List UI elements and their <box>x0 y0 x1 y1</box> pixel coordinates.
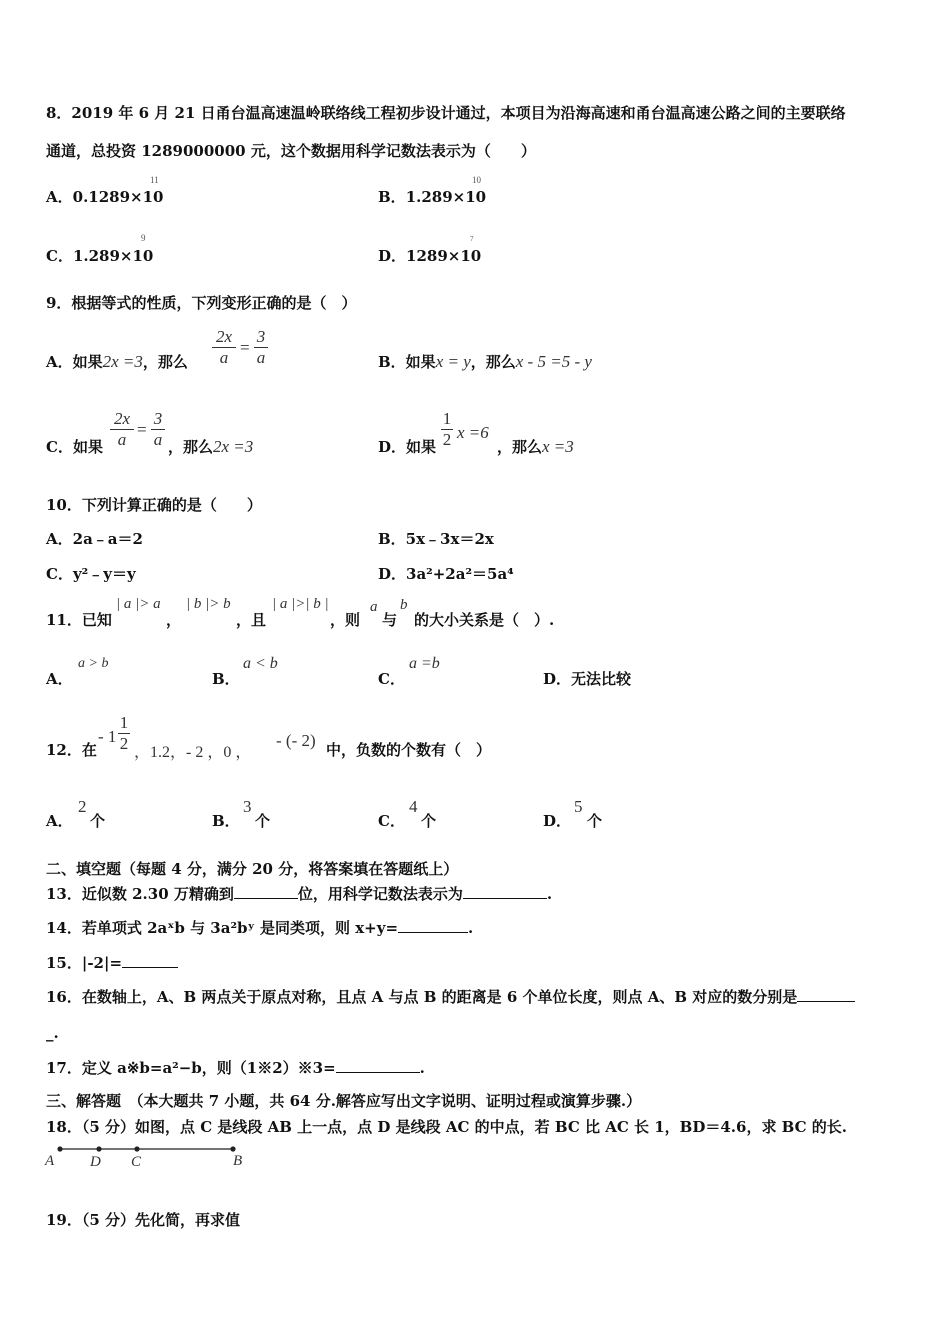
q9-option-c[interactable]: C．如果 <box>46 438 103 456</box>
q12-mixed-fraction: 1 2 <box>119 713 129 753</box>
point-b-dot <box>230 1146 235 1151</box>
q9-option-b[interactable]: B．如果x = y，那么x - 5 =5 - y <box>378 352 592 371</box>
q9-d-conclusion: ，那么x =3 <box>497 437 574 456</box>
q18-stem: 18．（5 分）如图，点 C 是线段 AB 上一点，点 D 是线段 AC 的中点，若 BC 比 AC 长 1，BD＝4.6，求 BC 的长. <box>46 1118 848 1136</box>
q12-mixed-whole: - 1 <box>98 727 117 746</box>
q8-option-a[interactable]: A．0.1289×10 <box>46 188 164 206</box>
q18-segment-figure <box>40 1140 250 1174</box>
q10-option-d[interactable]: D．3a²+2a²＝5a⁴ <box>378 565 514 583</box>
q11-stem-suffix: 的大小关系是（ ）. <box>414 611 555 629</box>
q17: 17．定义 a※b=a²−b，则（1※2）※3= . <box>46 1059 425 1077</box>
q11-sep-1: ， <box>166 611 182 629</box>
q9-d-fraction: 1 2 <box>442 409 452 449</box>
q9-c-fraction-right: 3 a <box>151 410 165 449</box>
q9-a-fraction-right: 3 a <box>254 328 268 367</box>
q11-and: 与 <box>382 611 398 629</box>
q12-option-a-number: 2 <box>78 797 87 816</box>
q12-option-d[interactable]: D． <box>543 812 572 830</box>
q14: 14．若单项式 2aˣb 与 3a²bʸ 是同类项，则 x+y= . <box>46 919 474 937</box>
q12-option-b[interactable]: B． <box>212 812 240 830</box>
q9-stem: 9．根据等式的性质，下列变形正确的是（ ） <box>46 294 357 312</box>
q9-a-equals: = <box>240 338 250 357</box>
q8-option-c[interactable]: C．1.289×10 <box>46 247 154 265</box>
q12-option-a[interactable]: A． <box>46 812 73 830</box>
section-fill-in-heading: 二、填空题（每题 4 分，满分 20 分，将答案填在答题纸上） <box>46 860 459 878</box>
q11-option-b[interactable]: B． <box>212 670 240 688</box>
q11-expr-3: | a |>| b | <box>272 596 329 612</box>
section-answer-heading: 三、解答题 （本大题共 7 小题，共 64 分.解答应写出文字说明、证明过程或演算步骤.） <box>46 1092 642 1110</box>
q8-stem-line1: 8．2019 年 6 月 21 日甬台温高速温岭联络线工程初步设计通过，本项目为沿海高速和甬台温高速公路之间的主要联络 <box>46 104 846 122</box>
q10-option-c[interactable]: C．y²﹣y＝y <box>46 565 136 583</box>
q11-option-c[interactable]: C． <box>378 670 405 688</box>
q8-option-a-exponent: 11 <box>150 175 159 185</box>
q8-stem-line2: 通道，总投资 1289000000 元，这个数据用科学记数法表示为（ ） <box>46 142 536 160</box>
q11-expr-2: | b |> b <box>186 596 231 612</box>
q12-option-b-number: 3 <box>243 797 252 816</box>
q11-option-c-expr: a =b <box>409 655 440 672</box>
point-d-label: D <box>90 1154 101 1170</box>
q11-option-a[interactable]: A． <box>46 670 73 688</box>
q11-var-b: b <box>400 597 408 613</box>
point-a-label: A <box>45 1153 55 1169</box>
q8-option-d[interactable]: D．1289×10 <box>378 247 482 265</box>
q9-c-fraction-left: 2x a <box>110 410 134 449</box>
q13: 13．近似数 2.30 万精确到 位，用科学记数法表示为 . <box>46 885 553 903</box>
q13-blank-1[interactable] <box>234 884 298 899</box>
q8-option-b-exponent: 10 <box>472 175 481 185</box>
q10-option-a[interactable]: A．2a﹣a＝2 <box>46 530 143 548</box>
point-c-label: C <box>131 1154 142 1170</box>
q12-option-d-number: 5 <box>574 797 583 816</box>
q10-option-b[interactable]: B．5x﹣3x＝2x <box>378 530 494 548</box>
q11-sep-3: ，则 <box>330 611 361 629</box>
q12-number-list: ，1.2，- 2 ，0 ， <box>134 744 252 761</box>
q17-blank[interactable] <box>336 1058 420 1073</box>
q11-stem-prefix: 11．已知 <box>46 611 112 629</box>
q10-stem: 10．下列计算正确的是（ ） <box>46 496 262 514</box>
q12-option-a-unit: 个 <box>90 812 106 830</box>
q15-blank[interactable] <box>122 953 178 968</box>
q12-option-b-unit: 个 <box>255 812 271 830</box>
q9-c-conclusion: ，那么2x =3 <box>168 437 254 456</box>
q11-option-b-expr: a < b <box>243 655 278 672</box>
q13-blank-2[interactable] <box>463 884 547 899</box>
q11-expr-1: | a |> a <box>116 596 161 612</box>
q12-last-number: - (- 2) <box>276 731 316 750</box>
q9-d-equation: x =6 <box>457 423 489 442</box>
q11-sep-2: ，且 <box>236 611 267 629</box>
q12-option-d-unit: 个 <box>587 812 603 830</box>
q12-option-c-number: 4 <box>409 797 418 816</box>
q8-option-b[interactable]: B．1.289×10 <box>378 188 487 206</box>
q11-var-a: a <box>370 599 378 615</box>
point-b-label: B <box>233 1153 243 1169</box>
point-c-dot <box>134 1146 139 1151</box>
q14-blank[interactable] <box>398 918 468 933</box>
q16-line1: 16．在数轴上，A、B 两点关于原点对称，且点 A 与点 B 的距离是 6 个单位长度，则点 A、B 对应的数分别是 <box>46 986 855 1007</box>
q16-line2: _. <box>46 1024 59 1042</box>
q15: 15．|-2|= <box>46 952 178 973</box>
q8-option-c-exponent: 9 <box>141 233 146 243</box>
q9-c-equals: = <box>137 420 147 439</box>
q16-blank[interactable] <box>797 987 855 1002</box>
q8-option-d-exponent: 7 <box>470 235 474 243</box>
q9-option-d[interactable]: D．如果 <box>378 438 437 456</box>
q12-option-c-unit: 个 <box>421 812 437 830</box>
q11-option-a-expr: a > b <box>78 656 109 671</box>
q19-stem: 19．（5 分）先化简，再求值 <box>46 1211 241 1229</box>
point-a-dot <box>57 1146 62 1151</box>
q11-option-d[interactable]: D．无法比较 <box>543 670 632 688</box>
point-d-dot <box>96 1146 101 1151</box>
q9-a-fraction-left: 2x a <box>212 328 236 367</box>
q9-option-a[interactable]: A．如果2x =3，那么 <box>46 352 188 371</box>
q12-option-c[interactable]: C． <box>378 812 405 830</box>
q12-stem-suffix: 中，负数的个数有（ ） <box>326 741 492 759</box>
q12-stem-prefix: 12．在 <box>46 741 97 759</box>
